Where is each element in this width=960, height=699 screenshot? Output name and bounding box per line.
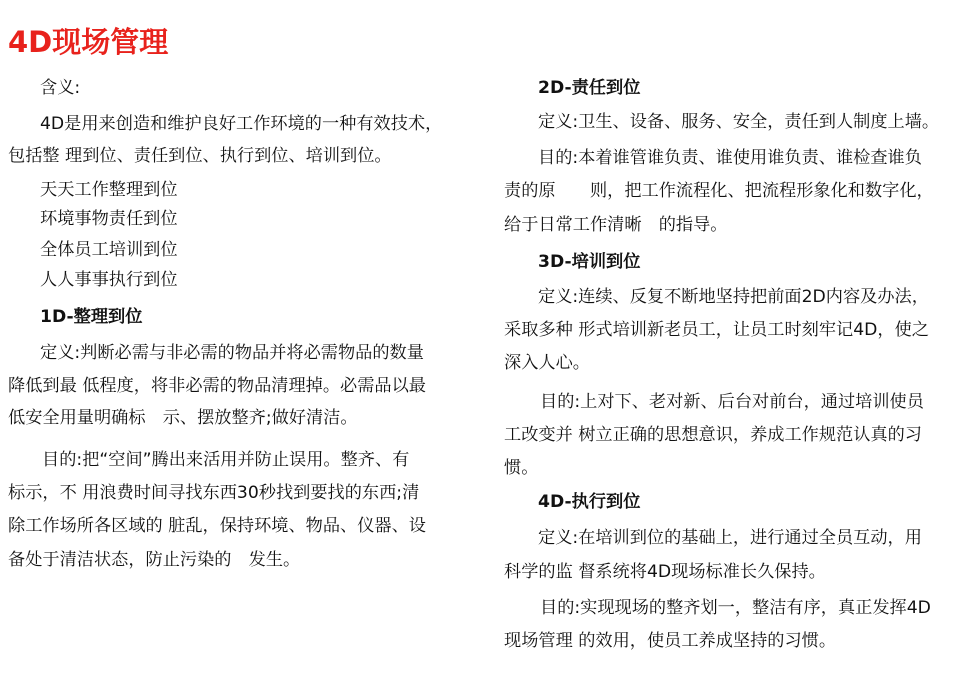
definition-text: 低安全用量明确标 示、摆放整齐;做好清洁。 [8,408,358,428]
meaning-label: 含义: [40,78,81,98]
definition-text: 定义:卫生、设备、服务、安全，责任到人制度上墙。 [538,112,940,132]
list-item: 人人事事执行到位 [40,270,178,290]
purpose-text: 给于日常工作清晰 的指导。 [504,215,728,235]
purpose-text: 目的:把“空间”腾出来活用并防止误用。整齐、有 [42,450,410,470]
section-heading-4d: 4D-执行到位 [538,492,641,512]
purpose-text: 惯。 [504,458,539,478]
purpose-text: 目的:本着谁管谁负责、谁使用谁负责、谁检查谁负 [538,148,922,168]
list-item: 全体员工培训到位 [40,240,178,260]
definition-text: 定义:判断必需与非必需的物品并将必需物品的数量 [40,343,424,363]
list-item: 环境事物责任到位 [40,209,178,229]
purpose-text: 目的:实现现场的整齐划一，整洁有序，真正发挥4D [540,598,931,618]
intro-text: 包括整 理到位、责任到位、执行到位、培训到位。 [8,146,392,166]
purpose-text: 除工作场所各区域的 脏乱，保持环境、物品、仪器、设 [8,516,426,536]
purpose-text: 标示，不 用浪费时间寻找东西30秒找到要找的东西;清 [8,483,420,503]
purpose-text: 责的原 则，把工作流程化、把流程形象化和数字化， [504,181,934,201]
purpose-text: 目的:上对下、老对新、后台对前台，通过培训使员 [540,392,924,412]
definition-text: 定义:连续、反复不断地坚持把前面2D内容及办法， [538,287,929,307]
purpose-text: 备处于清洁状态，防止污染的 发生。 [8,550,301,570]
purpose-text: 现场管理 的效用，使员工养成坚持的习惯。 [504,631,837,651]
section-heading-3d: 3D-培训到位 [538,252,641,272]
definition-text: 采取多种 形式培训新老员工，让员工时刻牢记4D，使之 [504,320,929,340]
section-heading-1d: 1D-整理到位 [40,307,143,327]
intro-text: 4D是用来创造和维护良好工作环境的一种有效技术， [40,114,443,134]
page-title: 4D现场管理 [8,25,169,59]
section-heading-2d: 2D-责任到位 [538,78,641,98]
list-item: 天天工作整理到位 [40,180,178,200]
definition-text: 定义:在培训到位的基础上，进行通过全员互动，用 [538,528,922,548]
purpose-text: 工改变并 树立正确的思想意识，养成工作规范认真的习 [504,425,922,445]
definition-text: 深入人心。 [504,353,590,373]
definition-text: 科学的监 督系统将4D现场标准长久保持。 [504,562,826,582]
definition-text: 降低到最 低程度，将非必需的物品清理掉。必需品以最 [8,376,426,396]
